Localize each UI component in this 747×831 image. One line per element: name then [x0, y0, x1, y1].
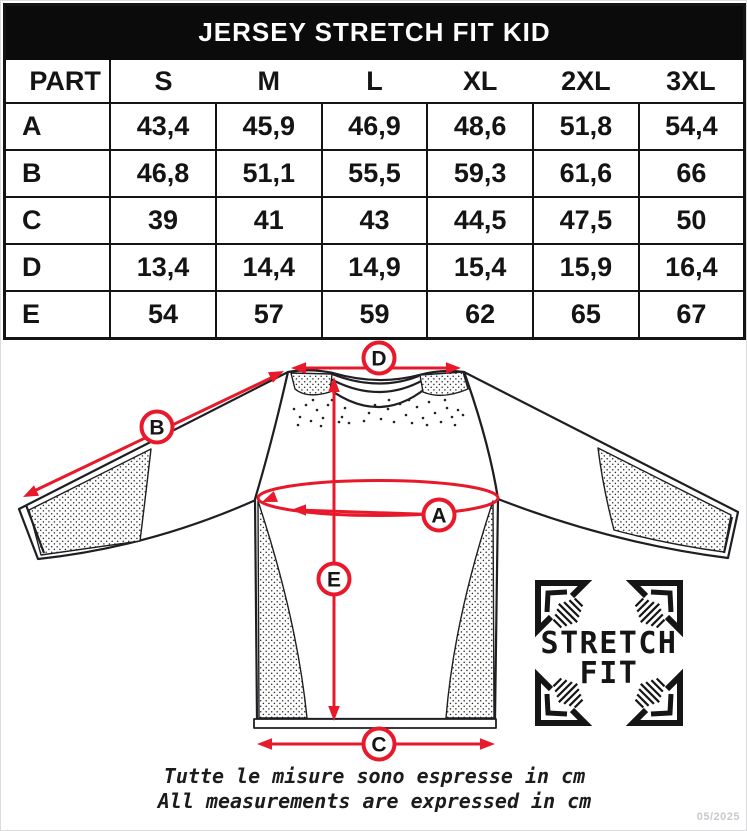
- column-header-size-m: M: [216, 59, 322, 103]
- footer-note-italian: Tutte le misure sono espresse in cm: [163, 764, 586, 788]
- size-cell: 43,4: [110, 103, 216, 150]
- size-cell: 57: [216, 291, 322, 339]
- page-title: JERSEY STRETCH FIT KID: [5, 5, 745, 60]
- body-front: [254, 370, 498, 728]
- size-cell: 41: [216, 197, 322, 244]
- size-cell: 50: [639, 197, 745, 244]
- size-cell: 51,1: [216, 150, 322, 197]
- table-row-b: [5, 150, 745, 197]
- size-cell: 65: [533, 291, 639, 339]
- table-row-a: [5, 103, 745, 150]
- expand-arrow-icon: [633, 676, 680, 723]
- shoulder-panel-right: [420, 372, 468, 395]
- size-cell: 14,4: [216, 244, 322, 291]
- expand-arrow-icon: [633, 583, 680, 630]
- part-label: C: [5, 197, 111, 244]
- hem-band: [254, 719, 496, 728]
- size-cell: 16,4: [639, 244, 745, 291]
- stretch-fit-logo: [538, 583, 680, 723]
- size-cell: 54: [110, 291, 216, 339]
- size-cell: 15,4: [427, 244, 533, 291]
- column-header-size-l: L: [322, 59, 428, 103]
- part-label: E: [5, 291, 111, 339]
- svg-text:B: B: [149, 416, 165, 440]
- marker-e: [319, 564, 350, 595]
- size-cell: 54,4: [639, 103, 745, 150]
- column-header-size-xl: XL: [427, 59, 533, 103]
- size-cell: 67: [639, 291, 745, 339]
- size-cell: 48,6: [427, 103, 533, 150]
- left-sleeve: [19, 372, 288, 559]
- size-cell: 39: [110, 197, 216, 244]
- column-header-size-2xl: 2XL: [533, 59, 639, 103]
- size-cell: 55,5: [322, 150, 428, 197]
- size-cell: 13,4: [110, 244, 216, 291]
- svg-text:E: E: [326, 568, 342, 592]
- svg-text:D: D: [371, 347, 387, 371]
- size-cell: 61,6: [533, 150, 639, 197]
- logo-text-stretch: STRETCH: [540, 626, 678, 661]
- part-label: B: [5, 150, 111, 197]
- size-cell: 51,8: [533, 103, 639, 150]
- size-cell: 59,3: [427, 150, 533, 197]
- table-title-row: [5, 5, 745, 60]
- marker-b: [142, 412, 173, 443]
- size-cell: 62: [427, 291, 533, 339]
- marker-a: [424, 500, 455, 531]
- table-header-row: [5, 59, 745, 103]
- column-header-part: PART: [5, 59, 111, 103]
- size-cell: 44,5: [427, 197, 533, 244]
- size-cell: 14,9: [322, 244, 428, 291]
- size-cell: 47,5: [533, 197, 639, 244]
- svg-text:A: A: [431, 504, 447, 528]
- marker-c: [364, 729, 395, 760]
- footer-note: [1, 764, 747, 814]
- footer-note-english: All measurements are expressed in cm: [157, 789, 592, 813]
- size-cell: 43: [322, 197, 428, 244]
- expand-arrow-icon: [538, 583, 585, 630]
- jersey-measurement-diagram: [1, 319, 747, 766]
- part-label: A: [5, 103, 111, 150]
- size-table: [3, 3, 746, 340]
- size-cell: 59: [322, 291, 428, 339]
- table-row-d: [5, 244, 745, 291]
- right-sleeve: [464, 372, 738, 558]
- logo-text-fit: FIT: [579, 656, 639, 691]
- table-row-c: [5, 197, 745, 244]
- svg-text:C: C: [371, 733, 387, 757]
- expand-arrow-icon: [538, 676, 585, 723]
- column-header-size-3xl: 3XL: [639, 59, 745, 103]
- size-cell: 15,9: [533, 244, 639, 291]
- column-header-size-s: S: [110, 59, 216, 103]
- size-cell: 45,9: [216, 103, 322, 150]
- revision-watermark: 05/2025: [696, 811, 740, 823]
- size-cell: 46,8: [110, 150, 216, 197]
- marker-d: [364, 343, 395, 374]
- size-cell: 66: [639, 150, 745, 197]
- size-cell: 46,9: [322, 103, 428, 150]
- part-label: D: [5, 244, 111, 291]
